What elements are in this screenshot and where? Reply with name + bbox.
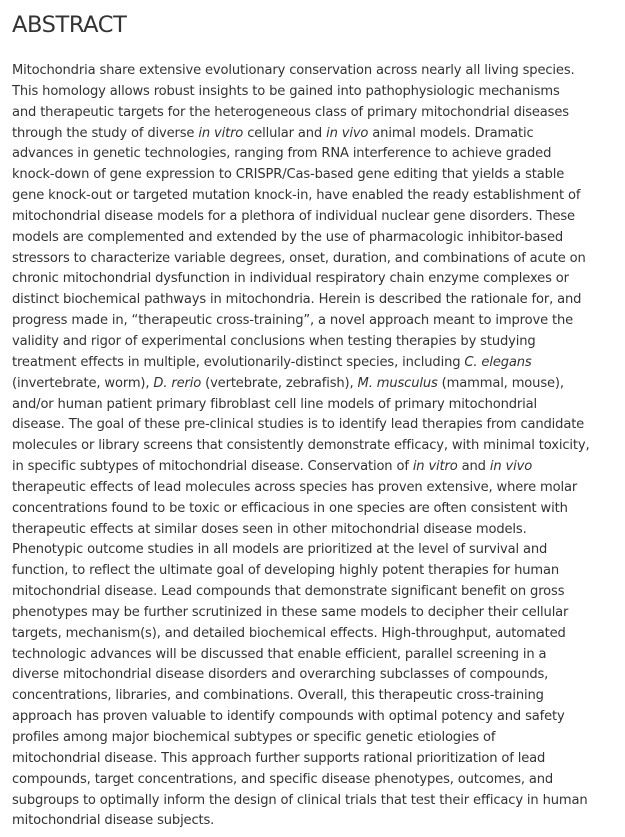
abstract-text: This homology allows robust insights to be gained into pathophysiologic mechanisms: [12, 83, 560, 99]
abstract-text: advances in genetic technologies, ranging from RNA interference to achieve graded: [12, 146, 552, 162]
abstract-text: and/or human patient primary fibroblast cell line models of primary mitochondrial: [12, 396, 537, 412]
abstract-line: [12, 332, 613, 353]
italic-term: M. musculus: [357, 375, 438, 391]
abstract-line: [12, 540, 613, 561]
abstract-text: (mammal, mouse),: [437, 375, 564, 391]
abstract-line: [12, 165, 613, 186]
abstract-line: [12, 82, 613, 103]
abstract-line: [12, 124, 613, 145]
abstract-text: (vertebrate, zebrafish),: [201, 375, 358, 391]
abstract-text: knock-down of gene expression to CRISPR/Cas-based gene editing that yields a stable: [12, 167, 565, 183]
abstract-text: molecules or library screens that consistently demonstrate efficacy, with minimal toxicity,: [12, 438, 590, 454]
italic-term: in vitro: [412, 459, 458, 475]
italic-term: C. elegans: [464, 354, 532, 370]
abstract-text: chronic mitochondrial dysfunction in individual respiratory chain enzyme complexes or: [12, 271, 569, 287]
abstract-line: [12, 457, 613, 478]
abstract-text: cellular and: [243, 125, 327, 141]
abstract-text: profiles among major biochemical subtypes or specific genetic etiologies of: [12, 730, 496, 745]
abstract-line: [12, 520, 613, 541]
abstract-text: Mitochondria share extensive evolutionary conservation across nearly all living species.: [12, 63, 575, 78]
italic-term: D. rerio: [153, 375, 202, 391]
abstract-text: concentrations, libraries, and combinations. Overall, this therapeutic cross-training: [12, 688, 544, 704]
abstract-line: [12, 686, 613, 707]
abstract-line: [12, 374, 613, 395]
abstract-line: [12, 61, 613, 82]
abstract-line: [12, 728, 613, 749]
abstract-text: function, to reflect the ultimate goal of developing highly potent therapies for human: [12, 563, 560, 579]
abstract-line: [12, 436, 613, 457]
abstract-text: and: [457, 459, 490, 475]
abstract-text: (invertebrate, worm),: [12, 375, 154, 391]
abstract-line: [12, 228, 613, 249]
abstract-line: [12, 770, 613, 791]
abstract-line: [12, 624, 613, 645]
abstract-line: [12, 103, 613, 124]
abstract-body: [12, 61, 613, 832]
abstract-line: [12, 144, 613, 165]
abstract-text: animal models. Dramatic: [368, 125, 534, 141]
abstract-line: [12, 749, 613, 770]
abstract-line: [12, 478, 613, 499]
abstract-text: stressors to characterize variable degrees, onset, duration, and combinations of acute on: [12, 250, 586, 266]
abstract-text: mitochondrial disease. This approach further supports rational prioritization of lead: [12, 750, 546, 766]
abstract-text: therapeutic effects at similar doses seen in other mitochondrial disease models.: [12, 521, 527, 537]
abstract-line: [12, 665, 613, 686]
abstract-text: disease. The goal of these pre-clinical studies is to identify lead therapies from candidate: [12, 417, 585, 433]
abstract-text: through the study of diverse: [12, 125, 199, 141]
abstract-line: [12, 311, 613, 332]
abstract-line: [12, 791, 613, 812]
abstract-line: [12, 645, 613, 666]
abstract-line: [12, 269, 613, 290]
abstract-text: distinct biochemical pathways in mitochondria. Herein is described the rationale for, and: [12, 292, 582, 308]
abstract-text: and therapeutic targets for the heterogeneous class of primary mitochondrial diseases: [12, 104, 569, 120]
abstract-line: [12, 603, 613, 624]
abstract-line: [12, 811, 613, 832]
abstract-line: [12, 207, 613, 228]
abstract-line: [12, 186, 613, 207]
abstract-line: [12, 499, 613, 520]
abstract-text: treatment effects in multiple, evolutionarily-distinct species, including: [12, 354, 465, 370]
abstract-line: [12, 582, 613, 603]
abstract-line: [12, 290, 613, 311]
abstract-text: mitochondrial disease models for a plethora of individual nuclear gene disorders. These: [12, 208, 575, 224]
abstract-text: targets, mechanism(s), and detailed biochemical effects. High-throughput, automated: [12, 625, 566, 641]
abstract-text: technologic advances will be discussed that enable efficient, parallel screening in a: [12, 646, 547, 662]
abstract-heading: ABSTRACT: [12, 12, 127, 38]
abstract-line: [12, 249, 613, 270]
abstract-text: gene knock-out or targeted mutation knock-in, have enabled the ready establishment of: [12, 188, 581, 204]
abstract-line: [12, 353, 613, 374]
abstract-line: [12, 561, 613, 582]
abstract-text: mitochondrial disease. Lead compounds that demonstrate significant benefit on gross: [12, 584, 565, 600]
abstract-text: Phenotypic outcome studies in all models are prioritized at the level of survival and: [12, 542, 548, 558]
abstract-text: therapeutic effects of lead molecules across species has proven extensive, where molar: [12, 479, 578, 495]
italic-term: in vitro: [198, 125, 244, 141]
abstract-line: [12, 395, 613, 416]
abstract-text: diverse mitochondrial disease disorders and overarching subclasses of compounds,: [12, 667, 549, 683]
italic-term: in vivo: [326, 125, 369, 141]
abstract-text: models are complemented and extended by the use of pharmacologic inhibitor-based: [12, 229, 564, 245]
abstract-text: in specific subtypes of mitochondrial disease. Conservation of: [12, 459, 413, 475]
abstract-text: subgroups to optimally inform the design of clinical trials that test their efficacy in human: [12, 792, 588, 808]
abstract-text: progress made in, “therapeutic cross-training”, a novel approach meant to improve the: [12, 313, 574, 329]
abstract-text: phenotypes may be further scrutinized in these same models to decipher their cellular: [12, 604, 569, 620]
abstract-text: concentrations found to be toxic or efficacious in one species are often consistent with: [12, 500, 568, 516]
abstract-line: [12, 707, 613, 728]
abstract-text: compounds, target concentrations, and specific disease phenotypes, outcomes, and: [12, 771, 554, 787]
abstract-text: validity and rigor of experimental conclusions when testing therapies by studying: [12, 333, 536, 349]
abstract-line: [12, 415, 613, 436]
abstract-text: mitochondrial disease subjects.: [12, 813, 215, 829]
abstract-text: approach has proven valuable to identify compounds with optimal potency and safety: [12, 709, 565, 725]
italic-term: in vivo: [489, 459, 533, 475]
